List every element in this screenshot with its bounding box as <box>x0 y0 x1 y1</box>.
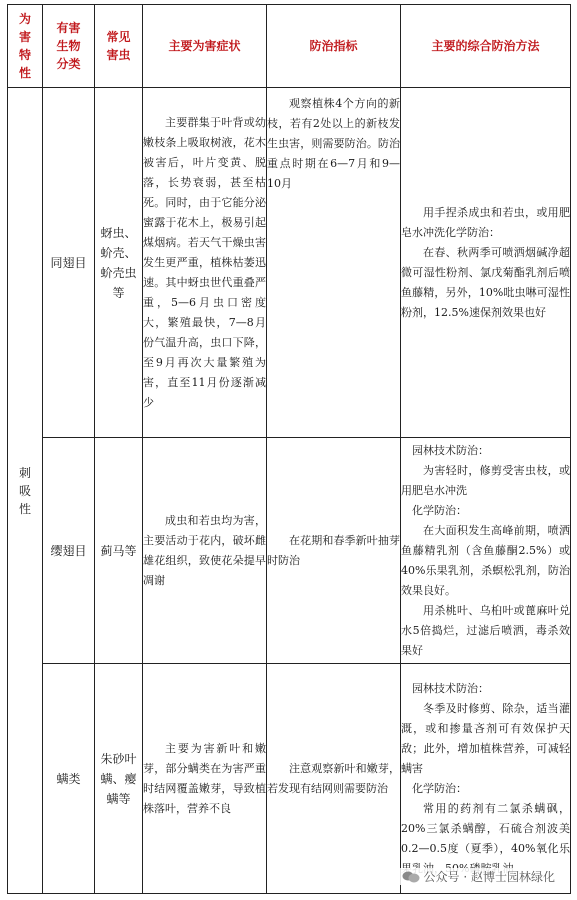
header-property: 为害特性 <box>8 5 43 88</box>
methods-cell <box>401 438 571 664</box>
pest-control-table <box>7 4 571 894</box>
symptoms-cell: 主要群集于叶背或幼嫩枝条上吸取树液，花木被害后，叶片变黄、脱落，长势衰弱，甚至枯死。同时，由于它能分泌蜜露于花木上，极易引起煤烟病。若天气干燥虫害发生更严重，植株枯萎迅速。其中蚜虫世代重叠严重，5—6月虫口密度大，繁殖最快，7—8月份气温升高，虫口下降，至9月再次大量繁殖为害，直至11月份逐渐减少 <box>143 88 267 438</box>
pests-cell: 蓟马等 <box>95 438 143 664</box>
order-cell: 缨翅目 <box>43 438 95 664</box>
indicator-cell: 在花期和春季新叶抽芽时防治 <box>267 438 401 664</box>
method-text: 在大面积发生高峰前期，喷洒鱼藤精乳剂（含鱼藤酮2.5%）或40%乐果乳剂，杀螟松乳剂，防治效果良好。 <box>401 523 570 597</box>
method-text: 冬季及时修剪、除杂，适当灌溉，或和掺量吝剂可有效保护天敌；此外，增加植株营养，可减轻螨害 <box>401 701 570 775</box>
order-cell: 同翅目 <box>43 88 95 438</box>
method-text: 常用的药剂有二氯杀螨砜，20%三氯杀螨醇，石硫合剂波美0.2—0.5度（夏季），40%氧化乐 <box>401 801 570 855</box>
wechat-icon <box>402 871 420 883</box>
pests-cell: 朱砂叶螨、瘿螨等 <box>95 664 143 894</box>
pests-cell: 蚜虫、蚧壳、蚧壳虫等 <box>95 88 143 438</box>
method-text: 在春、秋两季可喷洒烟碱净超微可湿性粉剂、氯戊菊酯乳剂后喷鱼藤精，另外，10%吡虫啉可湿性粉剂，12.5%速保剂效果也好 <box>401 245 570 319</box>
methods-cell <box>401 664 571 894</box>
header-indicator: 防治指标 <box>267 5 401 88</box>
method-text: 为害轻时，修剪受害虫枝，或用肥皂水冲洗 <box>401 463 570 497</box>
method-heading: 化学防治： <box>412 503 467 517</box>
symptoms-cell: 主要为害新叶和嫩芽，部分螨类在为害严重时结网覆盖嫩芽，导致植株落叶，营养不良 <box>143 664 267 894</box>
order-cell: 螨类 <box>43 664 95 894</box>
method-heading: 化学防治： <box>412 781 467 795</box>
header-order: 有害生物分类 <box>43 5 95 88</box>
header-symptoms: 主要为害症状 <box>143 5 267 88</box>
indicator-cell: 注意观察新叶和嫩芽，若发现有结网则需要防治 <box>267 664 401 894</box>
category-label: 刺吸性 <box>18 465 31 516</box>
method-heading: 园林技术防治： <box>412 443 489 457</box>
method-text: 用杀桃叶、乌桕叶或蓖麻叶兑水5倍捣烂，过滤后喷洒，毒杀效果好 <box>401 603 570 657</box>
header-pests: 常见害虫 <box>95 5 143 88</box>
header-methods: 主要的综合防治方法 <box>401 5 571 88</box>
watermark <box>398 868 559 885</box>
category-cell <box>8 88 43 894</box>
method-text: 用手捏杀成虫和若虫，或用肥皂水冲洗化学防治： <box>401 205 570 239</box>
methods-cell <box>401 88 571 438</box>
table-row <box>8 88 571 438</box>
table-row <box>8 438 571 664</box>
watermark-text: 公众号 · 赵博士园林绿化 <box>423 870 555 884</box>
symptoms-cell: 成虫和若虫均为害，主要活动于花内，破坏雌雄花组织，致使花朵提早凋谢 <box>143 438 267 664</box>
method-heading: 园林技术防治： <box>412 681 489 695</box>
table-row <box>8 664 571 894</box>
header-row <box>8 5 571 88</box>
indicator-cell: 观察植株4个方向的新枝，若有2处以上的新枝发生虫害，则需要防治。防治重点时期在6—7月和9—10月 <box>267 88 401 438</box>
